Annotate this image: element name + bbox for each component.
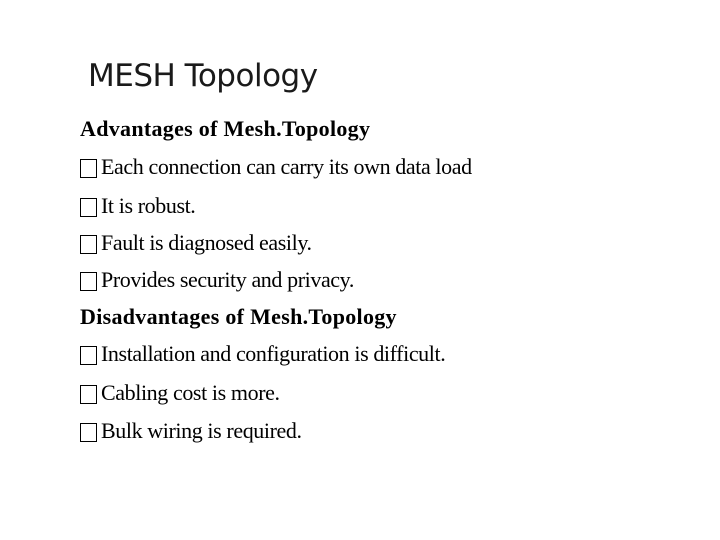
disadvantage-item-3	[80, 418, 302, 444]
advantage-item-4	[80, 267, 354, 293]
advantage-item-text: Each connection can carry its own data load	[101, 154, 472, 179]
advantage-item-text: Fault is diagnosed easily.	[101, 230, 312, 255]
box-icon	[80, 198, 97, 217]
advantage-item-2	[80, 193, 195, 219]
box-icon	[80, 272, 97, 291]
box-icon	[80, 423, 97, 442]
box-icon	[80, 346, 97, 365]
advantage-item-text: Provides security and privacy.	[101, 267, 354, 292]
disadvantage-item-text: Cabling cost is more.	[101, 380, 280, 405]
box-icon	[80, 385, 97, 404]
box-icon	[80, 235, 97, 254]
slide-title: MESH Topology	[88, 58, 318, 94]
advantage-item-text: It is robust.	[101, 193, 196, 218]
advantages-heading: Advantages of Mesh.Topology	[80, 116, 371, 141]
disadvantage-item-text: Installation and configuration is difficult.	[101, 341, 446, 366]
advantage-item-1	[80, 154, 472, 180]
disadvantages-heading: Disadvantages of Mesh.Topology	[80, 304, 397, 329]
advantage-item-3	[80, 230, 312, 256]
disadvantage-item-2	[80, 380, 280, 406]
disadvantage-item-1	[80, 341, 445, 367]
disadvantage-item-text: Bulk wiring is required.	[101, 418, 302, 443]
box-icon	[80, 159, 97, 178]
